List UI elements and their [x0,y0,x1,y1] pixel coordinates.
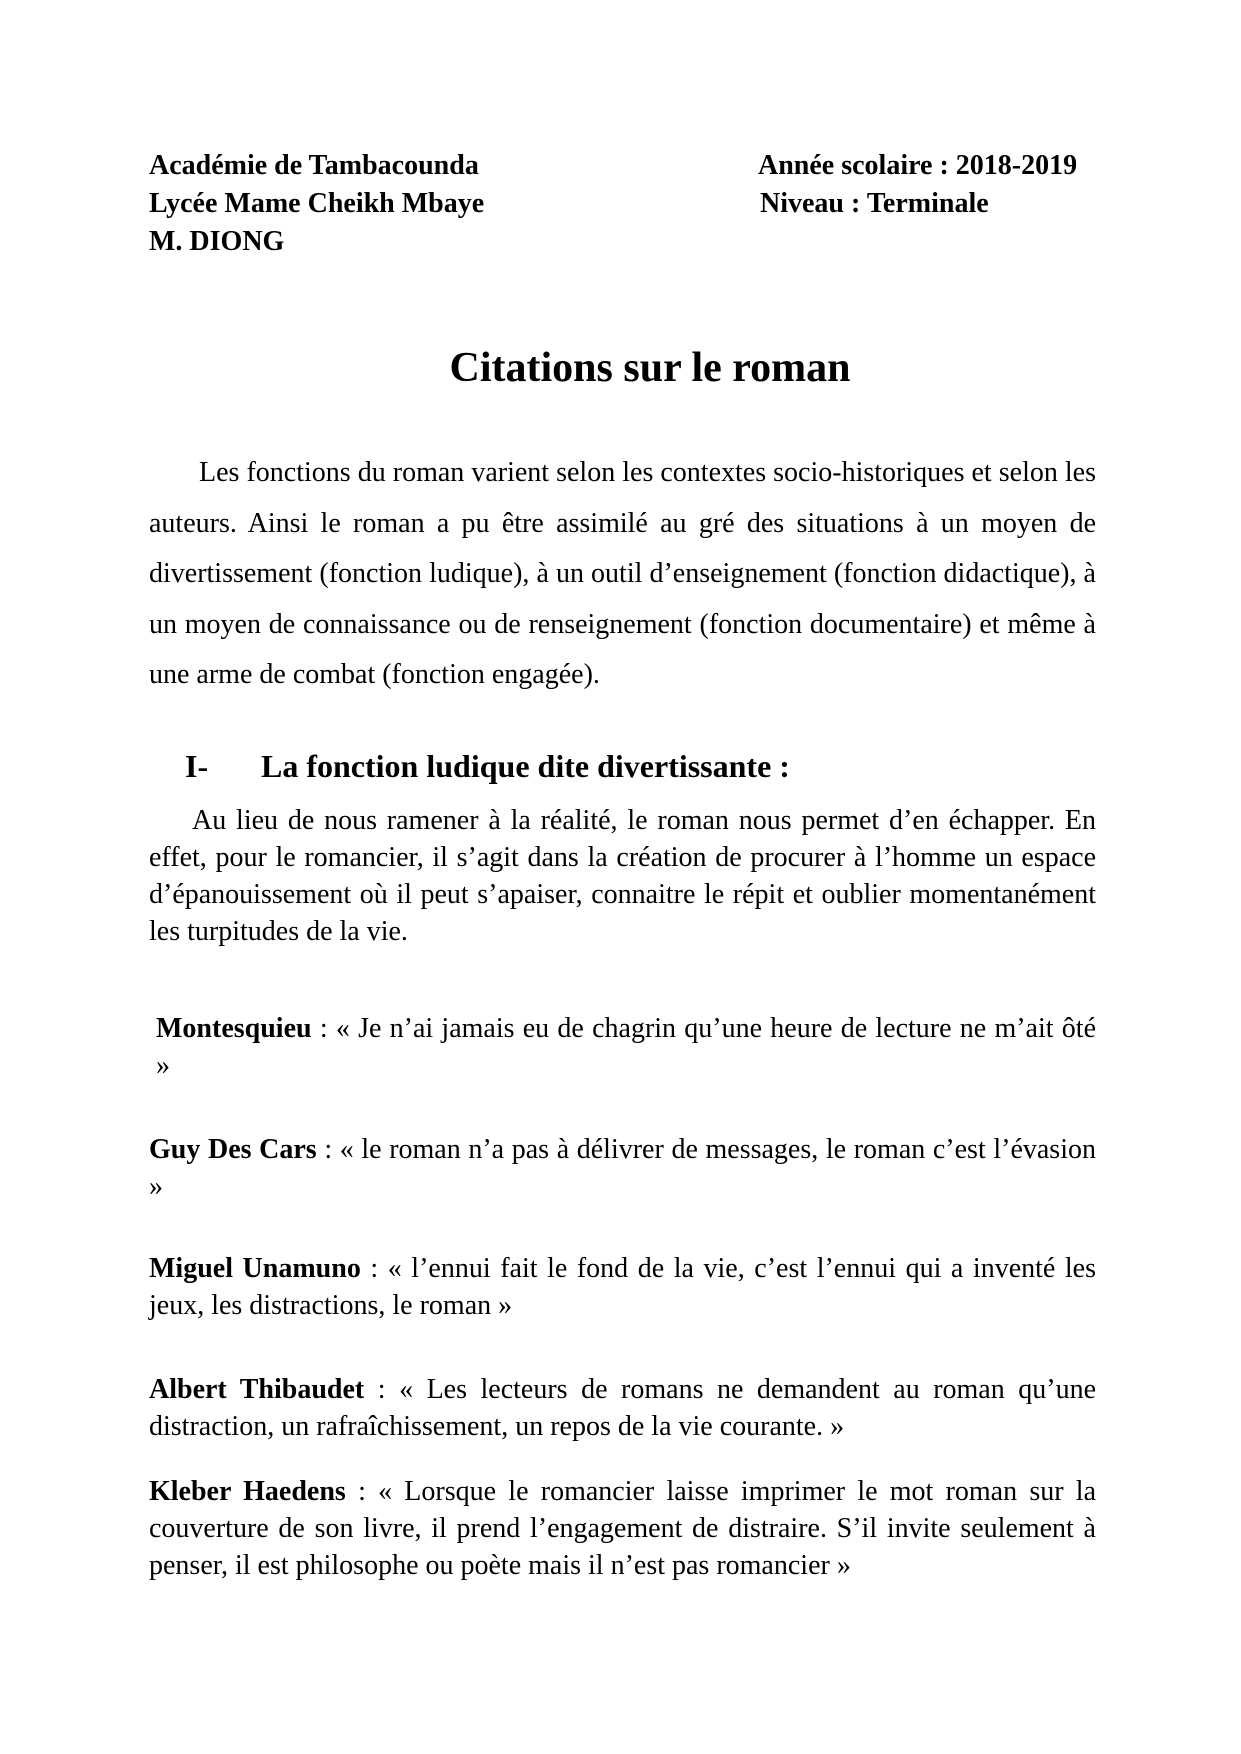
header-academy: Académie de Tambacounda [149,150,479,181]
quote-author: Montesquieu [156,1013,312,1044]
quote-author: Miguel Unamuno [149,1253,361,1284]
quote-author: Albert Thibaudet [149,1374,365,1405]
section-number: I- [185,748,209,784]
section-title: La fonction ludique dite divertissante : [261,748,790,784]
quote-montesquieu [149,1010,1096,1084]
quote-text: : « Les lecteurs de romans ne demandent au roman qu’une distraction, un rafraîchissement, un repos de la vie courante. » [149,1374,1096,1442]
quote-text: : « l’ennui fait le fond de la vie, c’est l’ennui qui a inventé les jeux, les distractions, le roman » [149,1253,1097,1321]
header-school-year: Année scolaire : 2018-2019 [758,150,1078,181]
quote-text: : « le roman n’a pas à délivrer de messages, le roman c’est l’évasion » [149,1134,1096,1202]
quote-author: Kleber Haedens [149,1476,346,1507]
header-level: Niveau : Terminale [760,188,989,219]
quote-miguel-unamuno [149,1250,1096,1324]
section-heading [185,745,790,787]
page-title: Citations sur le roman [449,345,851,391]
intro-paragraph: Les fonctions du roman varient selon les contextes socio-historiques et selon les auteurs. Ainsi le roman a pu être assimilé au gré des situations à un moyen de divertissement (fonction ludique), à un outil d’enseignement (fonction didactique), à un moyen de connaissance ou de renseignement (fonction documentaire) et même à une arme de combat (fonction engagée). [149,457,1096,690]
quote-author: Guy Des Cars [149,1134,317,1165]
quote-text: : « Je n’ai jamais eu de chagrin qu’une heure de lecture ne m’ait ôté » [156,1013,1096,1081]
quote-guy-des-cars [149,1131,1096,1205]
quote-text: : « Lorsque le romancier laisse imprimer le mot roman sur la couverture de son livre, il prend l’engagement de distraire. S’il invite seulement à penser, il est philosophe ou poète mais il n’est pas romancier » [149,1476,1096,1581]
section-body: Au lieu de nous ramener à la réalité, le roman nous permet d’en échapper. En effet, pour le romancier, il s’agit dans la création de procurer à l’homme un espace d’épanouissement où il peut s’apaiser, connaitre le répit et oublier momentanément les turpitudes de la vie. [149,805,1096,947]
quote-albert-thibaudet [149,1371,1096,1445]
header-teacher: M. DIONG [149,226,285,257]
header-school: Lycée Mame Cheikh Mbaye [149,188,485,219]
quote-kleber-haedens [149,1473,1096,1584]
